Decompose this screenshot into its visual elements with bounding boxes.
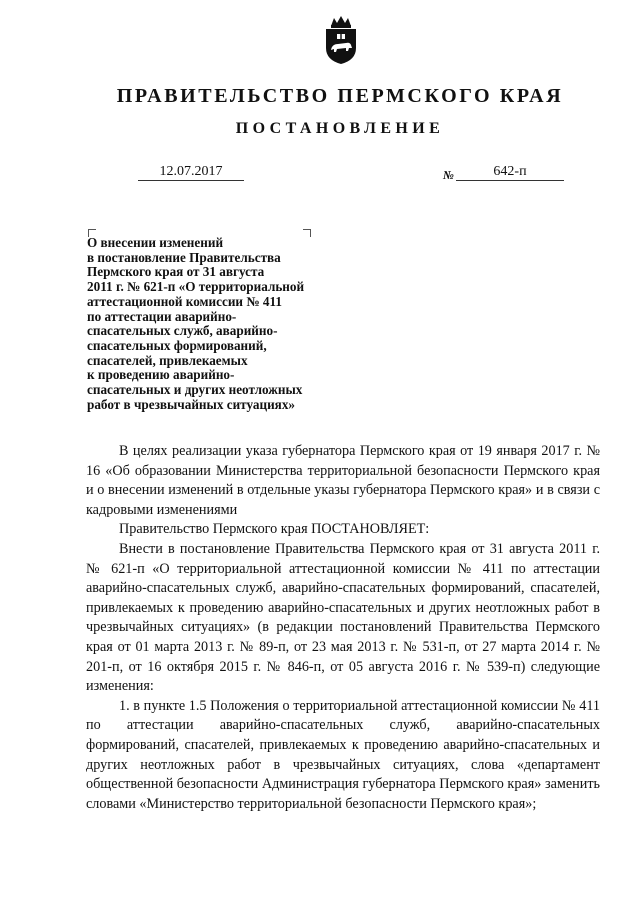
subject-line: спасательных формирований,	[87, 337, 267, 353]
number-label: №	[443, 168, 454, 182]
subject-line: в постановление Правительства	[87, 249, 281, 265]
document-subject	[87, 236, 357, 412]
body-paragraph-item-1: 1. в пункте 1.5 Положения о территориальной аттестационной комиссии № 411 по аттестации аварийно-спасательных служб, аварийно-спасательных формирований, спасателей, привлекаемых к проведению аварийно-спасательных и других неотложных работ в чрезвычайных ситуациях, слова «департамент общественной безопасности Администрация губернатора Пермского края» заменить словами «Министерство территориальной безопасности Пермского края»;	[86, 697, 600, 812]
subject-line: спасателей, привлекаемых	[87, 352, 248, 368]
subject-line: спасательных служб, аварийно-	[87, 323, 278, 339]
document-number: 642-п	[456, 164, 564, 181]
subject-line: к проведению аварийно-	[87, 367, 235, 383]
government-title: ПРАВИТЕЛЬСТВО ПЕРМСКОГО КРАЯ	[116, 85, 564, 107]
subject-line: работ в чрезвычайных ситуациях»	[87, 396, 296, 412]
document-date: 12.07.2017	[138, 164, 244, 181]
document-body	[86, 442, 600, 814]
subject-line: по аттестации аварийно-	[87, 308, 237, 324]
body-paragraph-amendment: Внести в постановление Правительства Пермского края от 31 августа 2011 г. № 621-п «О территориальной аттестационной комиссии № 411 по аттестации аварийно-спасательных служб, аварийно-спасательных формирований, спасателей, привлекаемых к проведению аварийно-спасательных и других неотложных работ в чрезвычайных ситуациях» (в редакции постановлений Правительства Пермского края от 01 марта 2013 г. № 89-п, от 23 мая 2013 г. № 531-п, от 27 марта 2014 г. № 201-п, от 16 октября 2015 г. № 846-п, от 05 августа 2016 г. № 539-п) следующие изменения:	[86, 540, 600, 695]
subject-line: спасательных и других неотложных	[87, 382, 303, 398]
body-paragraph-resolves: Правительство Пермского края ПОСТАНОВЛЯЕТ:	[119, 521, 430, 538]
subject-line: 2011 г. № 621-п «О территориальной	[87, 279, 305, 295]
subject-line: О внесении изменений	[87, 235, 224, 250]
body-paragraph-preamble: В целях реализации указа губернатора Пермского края от 19 января 2017 г. № 16 «Об образовании Министерства территориальной безопасности Пермского края и о внесении изменений в отдельные указы губернатора Пермского края» и в связи с кадровыми изменениями	[86, 443, 600, 518]
subject-line: Пермского края от 31 августа	[87, 264, 265, 280]
document-type: ПОСТАНОВЛЕНИЕ	[235, 120, 445, 137]
subject-line: аттестационной комиссии № 411	[87, 293, 282, 309]
perm-krai-coat-of-arms-icon	[322, 14, 360, 66]
